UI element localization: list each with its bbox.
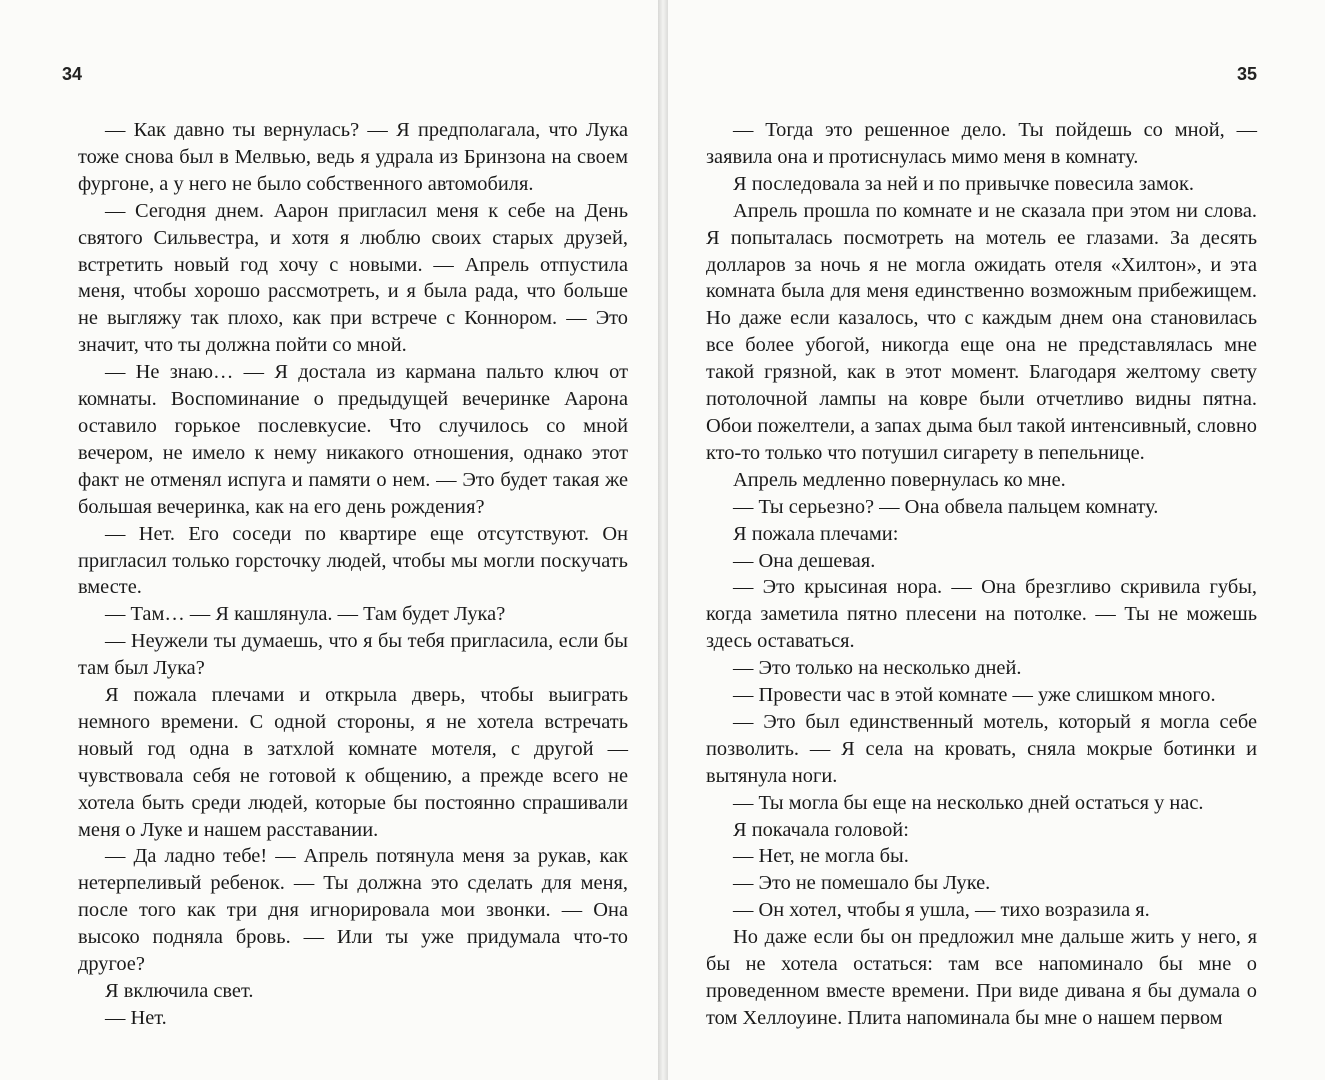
page-number-right: 35 — [1236, 64, 1257, 84]
paragraph: — Тогда это решенное дело. Ты пойдешь со мной, — заявила она и протиснулась мимо меня в комнату. — [706, 119, 1257, 168]
paragraph: Я покачала головой: — [733, 818, 909, 841]
paragraph: — Провести час в этой комнате — уже слишком много. — [733, 684, 1216, 707]
paragraph: — Нет, не могла бы. — [733, 845, 909, 868]
paragraph: — Ты могла бы еще на несколько дней остаться у нас. — [733, 791, 1204, 814]
paragraph: — Да ладно тебе! — Апрель потянула меня за рукав, как нетерпеливый ребенок. — Ты должна это сделать для меня, после того как три дня игнорировала мои звонки. — Она высоко подняла бровь. — Или ты уже придумала что-то другое? — [78, 845, 628, 976]
paragraph: — Сегодня днем. Аарон пригласил меня к себе на День святого Сильвестра, и хотя я люблю своих старых друзей, встретить новый год хочу с новыми. — Апрель отпустила меня, чтобы хорошо рассмотреть, и я была рада, что больше не выгляжу так плохо, как при встрече с Коннором. — Это значит, что ты должна пойти со мной. — [78, 199, 628, 357]
book-gutter — [658, 0, 668, 1080]
page-number-left: 34 — [62, 64, 83, 84]
left-page — [0, 0, 658, 1080]
paragraph: Я пожала плечами: — [733, 522, 899, 545]
paragraph: — Ты серьезно? — Она обвела пальцем комнату. — [733, 495, 1159, 518]
paragraph: — Это только на несколько дней. — [733, 657, 1022, 680]
paragraph: — Нет. Его соседи по квартире еще отсутствуют. Он пригласил только горсточку людей, чтобы мы могли поскучать вместе. — [78, 522, 628, 599]
paragraph: Апрель медленно повернулась ко мне. — [733, 468, 1066, 491]
paragraph: — Это был единственный мотель, который я могла себе позволить. — Я села на кровать, сняла мокрые ботинки и вытянула ноги. — [706, 710, 1257, 787]
paragraph: — Это крысиная нора. — Она брезгливо скривила губы, когда заметила пятно плесени на потолке. — Ты не можешь здесь оставаться. — [706, 576, 1257, 653]
paragraph: Я пожала плечами и открыла дверь, чтобы выиграть немного времени. С одной стороны, я не хотела встречать новый год одна в затхлой комнате мотеля, с другой — чувствовала себя не готовой к общению, а прежде всего не хотела быть среди людей, которые бы постоянно спрашивали меня о Луке и нашем расставании. — [78, 684, 628, 841]
paragraph: — Как давно ты вернулась? — Я предполагала, что Лука тоже снова был в Мелвью, ведь я удрала из Бринзона на своем фургоне, а у него не было собственного автомобиля. — [78, 119, 628, 195]
paragraph: — Не знаю… — Я достала из кармана пальто ключ от комнаты. Воспоминание о предыдущей вечеринке Аарона оставило горькое послевкусие. Что случилось со мной вечером, не имело к нему никакого отношения, однако этот факт не отменял испуга и памяти о нем. — Это будет такая же большая вечеринка, как на его день рождения? — [78, 361, 628, 518]
paragraph: Апрель прошла по комнате и не сказала при этом ни слова. Я попыталась посмотреть на мотель ее глазами. За десять долларов за ночь я не могла ожидать отеля «Хилтон», и эта комната была для меня единственно возможным прибежищем. Но даже если казалось, что с каждым днем она становилась все более убогой, никогда еще она не представлялась мне такой грязной, как в этот момент. Благодаря желтому свету потолочной лампы на ковре были отчетливо видны пятна. Обои пожелтели, а запах дыма был такой интенсивный, словно кто-то только что потушил сигарету в пепельнице. — [706, 199, 1257, 464]
paragraph: — Это не помешало бы Луке. — [733, 872, 991, 895]
paragraph: — Она дешевая. — [733, 549, 876, 572]
paragraph: — Нет. — [105, 1006, 167, 1029]
paragraph: Я включила свет. — [105, 980, 254, 1002]
paragraph: — Он хотел, чтобы я ушла, — тихо возразила я. — [733, 899, 1150, 922]
right-page-text — [706, 117, 1257, 1032]
paragraph: Я последовала за ней и по привычке повесила замок. — [733, 172, 1195, 195]
paragraph: — Неужели ты думаешь, что я бы тебя пригласила, если бы там был Лука? — [78, 630, 628, 680]
left-page-text — [78, 117, 628, 1032]
paragraph: Но даже если бы он предложил мне дальше жить у него, я бы не хотела остаться: там все напоминало бы мне о проведенном вместе времени. При виде дивана я бы думала о том Хеллоуине. Плита напоминала бы мне о нашем первом — [706, 926, 1257, 1029]
right-page — [668, 0, 1325, 1080]
paragraph: — Там… — Я кашлянула. — Там будет Лука? — [105, 603, 506, 626]
